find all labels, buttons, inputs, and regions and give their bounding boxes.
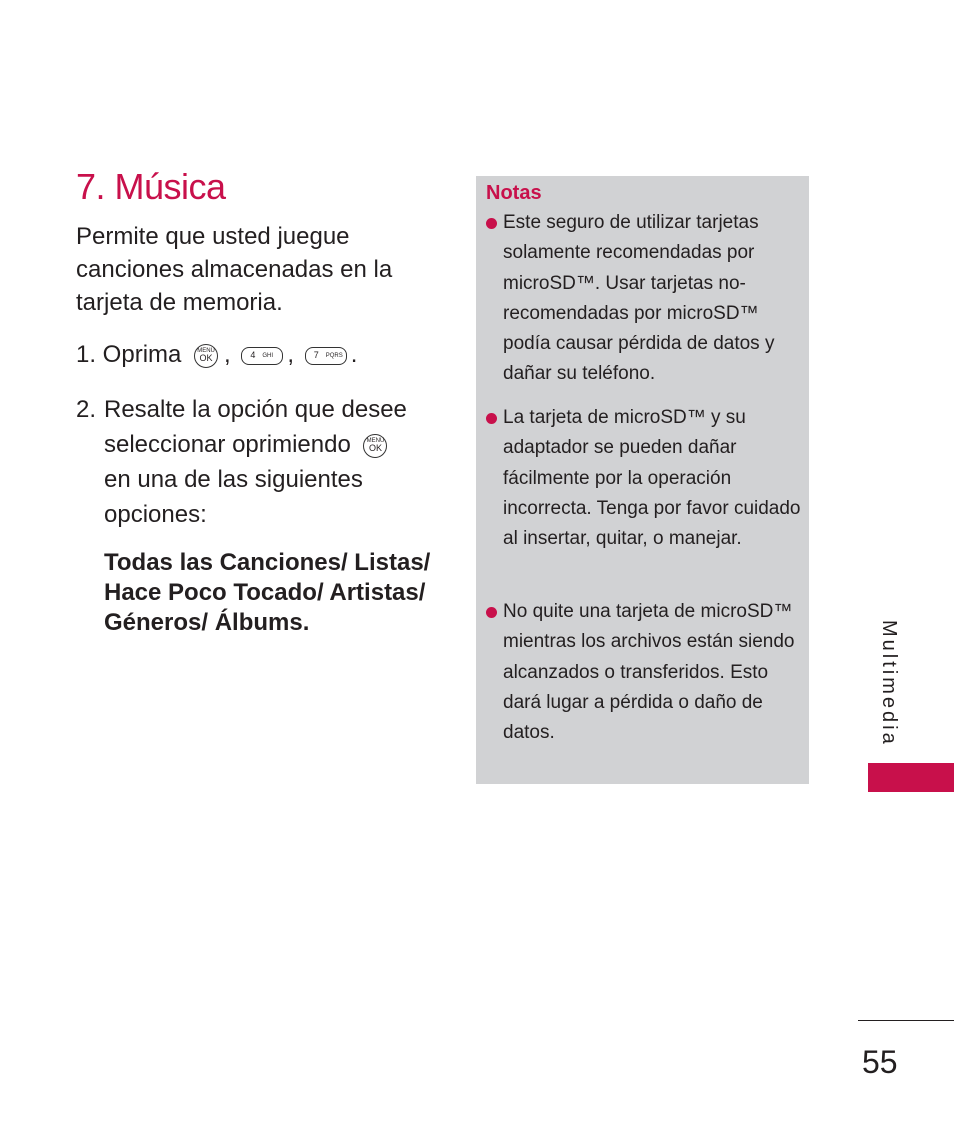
- footer-rule: [858, 1020, 954, 1021]
- chapter-tab: [868, 763, 954, 792]
- note-item: [486, 208, 801, 390]
- step-2-tail: en una de las siguientes opciones:: [104, 466, 363, 528]
- note-item: [486, 597, 801, 748]
- note-text: No quite una tarjeta de microSD™ mientras los archivos están siendo alcanzados o transferidos. Esto dará lugar a pérdida o daño de datos.: [503, 601, 795, 744]
- key-7-icon: 7 PQRS: [305, 347, 347, 365]
- note-item: [486, 403, 801, 554]
- section-title: 7. Música: [76, 166, 226, 207]
- step-2-number: 2.: [76, 396, 97, 423]
- key-4-icon: 4 GHI: [241, 347, 283, 365]
- step-1-end: .: [350, 341, 358, 368]
- note-text: La tarjeta de microSD™ y su adaptador se pueden dañar fácilmente por la operación incorrecta. Tenga por favor cuidado al insertar, quitar, o manejar.: [503, 407, 801, 550]
- step-2: [76, 392, 426, 532]
- step-1-label: 1. Oprima: [76, 341, 182, 368]
- options-list: Todas las Canciones/ Listas/ Hace Poco Tocado/ Artistas/ Géneros/ Álbums.: [104, 549, 431, 636]
- chapter-side-label-text: Multimedia: [878, 620, 900, 747]
- intro-text: Permite que usted juegue canciones almacenadas en la tarjeta de memoria.: [76, 223, 393, 316]
- chapter-side-label: [874, 620, 900, 760]
- notes-box: [476, 176, 809, 784]
- step-1-separator: ,: [224, 341, 231, 368]
- notes-title: Notas: [486, 182, 542, 204]
- bullet-icon: [486, 218, 497, 229]
- menu-ok-key-icon: MENU OK: [363, 434, 387, 458]
- bullet-icon: [486, 413, 497, 424]
- step-1: [76, 338, 357, 371]
- page-number: 55: [862, 1044, 898, 1080]
- menu-ok-key-icon: MENU OK: [194, 344, 218, 368]
- step-2-text: Resalte la opción que desee seleccionar oprimiendo: [104, 396, 407, 458]
- step-1-separator: ,: [287, 341, 295, 368]
- bullet-icon: [486, 607, 497, 618]
- note-text: Este seguro de utilizar tarjetas solamente recomendadas por microSD™. Usar tarjetas no-recomendadas por microSD™ podía causar pérdida de datos y dañar su teléfono.: [503, 212, 775, 385]
